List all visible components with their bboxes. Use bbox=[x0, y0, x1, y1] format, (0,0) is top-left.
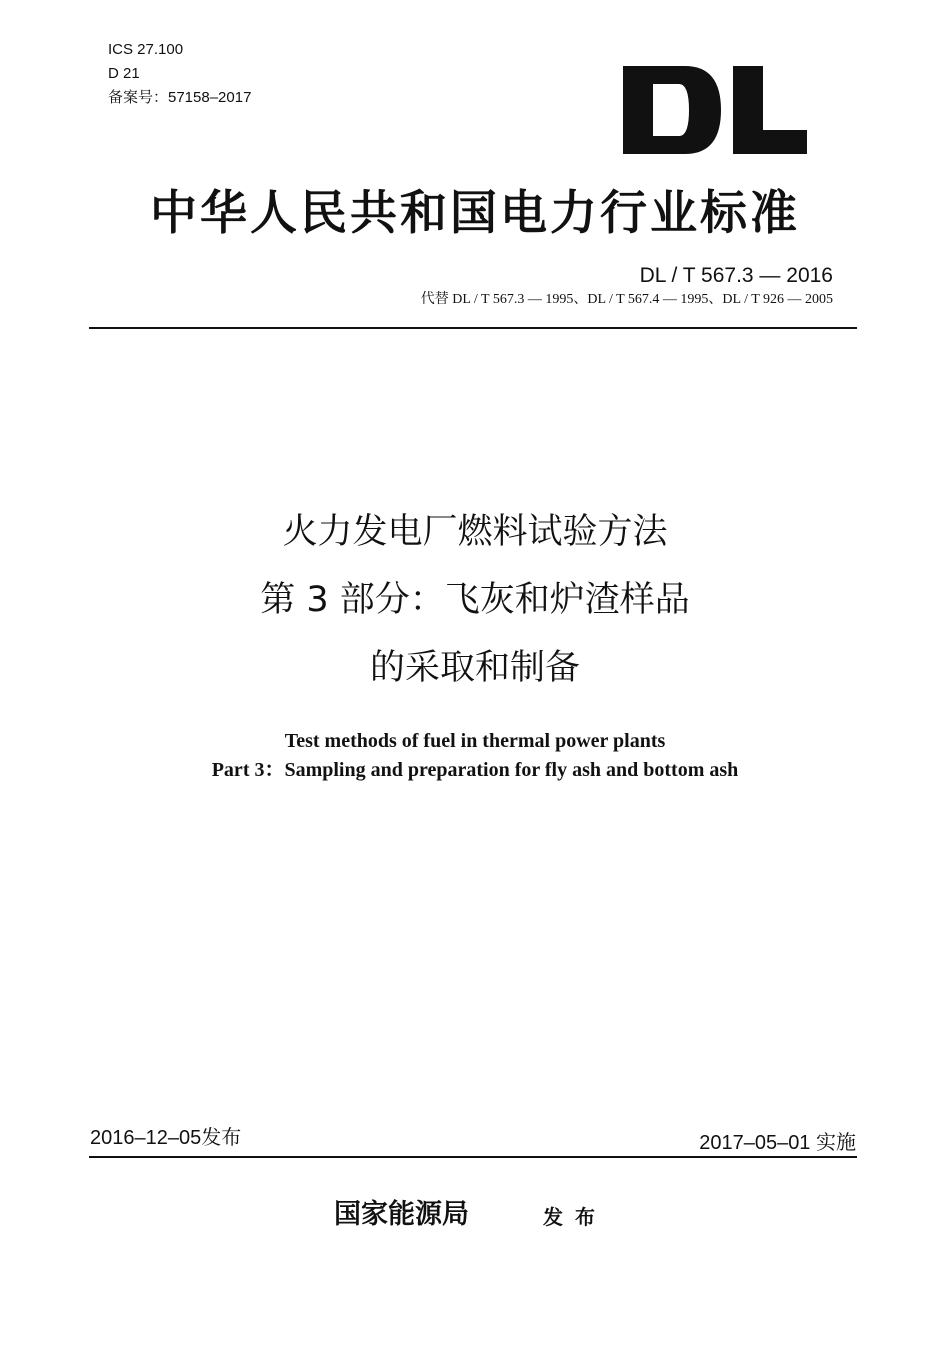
standard-category: 中华人民共和国电力行业标准 bbox=[150, 186, 800, 241]
replaced-standards: 代替 DL / T 567.3 — 1995、DL / T 567.4 — 1995、DL / T 926 — 2005 bbox=[420, 292, 833, 307]
dl-logo-letter-d bbox=[623, 66, 721, 154]
title-en-line-1: Test methods of fuel in thermal power plants bbox=[284, 730, 666, 752]
issuer-action: 发布 bbox=[543, 1205, 607, 1229]
record-number: 备案号：57158–2017 bbox=[108, 89, 252, 106]
footer-divider bbox=[89, 1156, 857, 1158]
standard-number: DL / T 567.3 — 2016 bbox=[639, 264, 833, 287]
dl-logo bbox=[623, 66, 807, 154]
publish-date: 2016–12–05发布 bbox=[90, 1127, 242, 1149]
implementation-date: 2017–05–01 实施 bbox=[699, 1132, 856, 1154]
issuer-name: 国家能源局 bbox=[334, 1199, 469, 1230]
dl-logo-letter-l bbox=[733, 66, 807, 154]
title-cn-line-2: 第 3 部分：飞灰和炉渣样品 bbox=[260, 580, 690, 620]
title-en-line-2: Part 3：Sampling and preparation for fly ash and bottom ash bbox=[211, 759, 739, 781]
title-cn-line-3: 的采取和制备 bbox=[369, 648, 580, 688]
classification-code: D 21 bbox=[108, 65, 140, 82]
header-divider bbox=[89, 327, 857, 329]
title-cn-line-1: 火力发电厂燃料试验方法 bbox=[282, 512, 668, 552]
ics-code: ICS 27.100 bbox=[108, 41, 184, 58]
